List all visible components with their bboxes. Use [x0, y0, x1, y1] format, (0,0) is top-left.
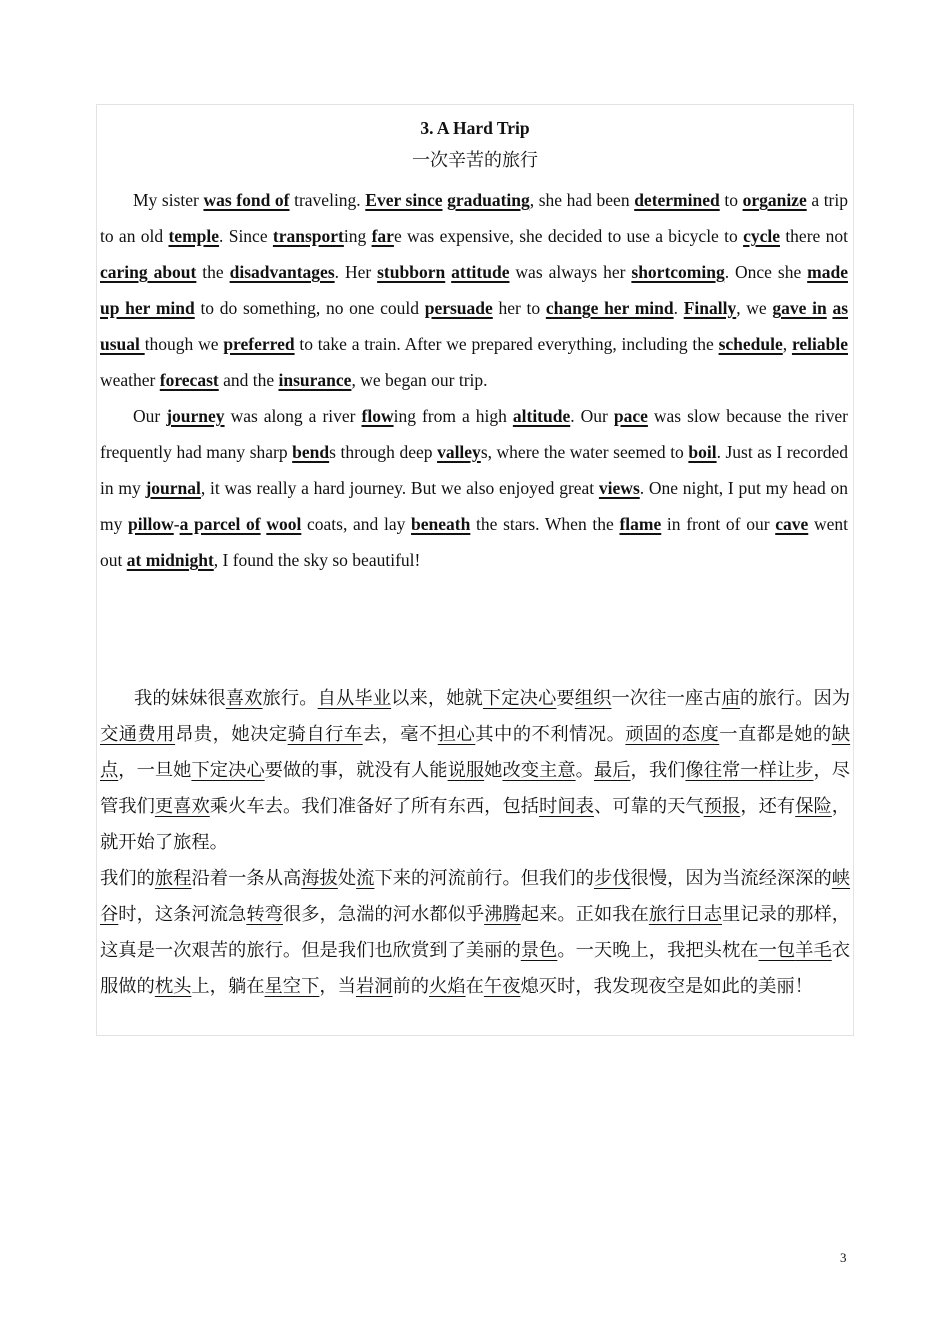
keyword: 自从: [317, 688, 355, 709]
text-run: 的旅行。因为: [740, 688, 851, 709]
text-run: 沿着一条从高: [191, 868, 302, 889]
text-run: 要做的事，就没有人能: [264, 760, 448, 781]
keyword: 骑自行车: [287, 724, 363, 745]
keyword: as usual: [100, 298, 848, 354]
keyword: 让步: [776, 760, 814, 781]
text-run: , we began our trip.: [351, 370, 488, 390]
text-run: ，我们: [630, 760, 686, 781]
keyword: reliable: [791, 334, 848, 354]
text-run: , I found the sky so beautiful!: [213, 550, 421, 570]
keyword: flame: [619, 514, 662, 534]
text-run: , it was really a hard journey. But we also enjoyed great: [200, 478, 599, 498]
text-run: 起来。正如我在: [520, 904, 649, 925]
text-run: 以来，她就: [391, 688, 483, 709]
keyword: beneath: [411, 514, 471, 534]
keyword: was fond of: [203, 190, 290, 210]
text-run: . Once she: [724, 262, 808, 282]
text-run: in front of our: [661, 514, 776, 534]
text-run: . Since: [219, 226, 273, 246]
text-run: 、可靠的天气: [593, 796, 704, 817]
keyword: stubborn: [377, 262, 446, 282]
keyword: cycle: [743, 226, 780, 246]
keyword: 枕头: [154, 976, 192, 997]
text-run: 处: [337, 868, 357, 889]
text-run: was slow because the river frequently had many sharp: [100, 406, 848, 462]
text-run: 熄灭时，我发现夜空是如此的美丽！: [520, 976, 813, 997]
keyword: 峡谷: [100, 868, 851, 925]
text-run: to do something, no one could: [194, 298, 425, 318]
text-run: 时，这条河流急: [118, 904, 247, 925]
text-run: coats, and lay: [301, 514, 412, 534]
text-run: 一次往一座古: [611, 688, 722, 709]
keyword: flow: [361, 406, 394, 426]
text-run: the: [196, 262, 230, 282]
keyword: 说服: [447, 760, 485, 781]
keyword: journal: [145, 478, 201, 498]
keyword: 改变主意: [502, 760, 576, 781]
text-run: , we: [736, 298, 773, 318]
text-run: s, where the water seemed to: [480, 442, 689, 462]
text-run: 很多，急湍的河水都似乎: [282, 904, 485, 925]
keyword: 旅行日志: [648, 904, 723, 925]
keyword: made up her mind: [100, 262, 848, 318]
keyword: disadvantages: [229, 262, 335, 282]
text-run: ，就开始了旅程。: [100, 796, 851, 853]
chinese-translation: [100, 681, 850, 1005]
text-run: e was expensive, she decided to use a bicycle to: [393, 226, 744, 246]
keyword: 时间表: [539, 796, 594, 817]
keyword: temple: [168, 226, 220, 246]
text-run: . Just as I recorded in my: [100, 442, 848, 498]
text-run: . Our: [570, 406, 614, 426]
keyword: transport: [272, 226, 344, 246]
text-run: Our: [133, 406, 167, 426]
text-run: there not: [780, 226, 848, 246]
text-run: was always her: [509, 262, 632, 282]
text-run: traveling.: [289, 190, 366, 210]
text-run: 下来的河流前行。但我们的: [374, 868, 594, 889]
keyword: 组织: [574, 688, 612, 709]
keyword: 像往常一样: [685, 760, 777, 781]
text-run: 一直都是她的: [719, 724, 832, 745]
keyword: 转弯: [246, 904, 283, 925]
english-paragraph-1: [100, 182, 848, 398]
text-run: went out: [100, 514, 848, 570]
text-run: ing: [343, 226, 372, 246]
keyword: caring about: [100, 262, 197, 282]
keyword: 庙: [721, 688, 741, 709]
keyword: 下定决心: [191, 760, 265, 781]
keyword: 步伐: [593, 868, 631, 889]
text-run: ，尽管我们: [100, 760, 851, 817]
keyword: 最后: [593, 760, 631, 781]
keyword: 旅程: [154, 868, 192, 889]
keyword: 毕业: [354, 688, 392, 709]
keyword: shortcoming: [631, 262, 725, 282]
english-paragraph-2: [100, 398, 848, 578]
text-run: and the: [218, 370, 279, 390]
keyword: 顽固的: [625, 724, 682, 745]
keyword: at midnight: [126, 550, 214, 570]
keyword: persuade: [424, 298, 493, 318]
keyword: determined: [634, 190, 720, 210]
text-run: ,: [782, 334, 792, 354]
keyword: 交通费用: [100, 724, 176, 745]
text-run: 其中的不利情况。: [475, 724, 626, 745]
keyword: graduating: [447, 190, 530, 210]
keyword: 火焰: [429, 976, 466, 997]
keyword: change her mind: [545, 298, 674, 318]
keyword: 保险: [795, 796, 832, 817]
chinese-paragraph-2: [100, 861, 850, 1005]
text-run: 上，躺在: [191, 976, 265, 997]
keyword: 态度: [681, 724, 720, 745]
keyword: preferred: [223, 334, 295, 354]
keyword: 更喜欢: [154, 796, 210, 817]
text-run: -: [173, 514, 180, 534]
text-run: 。一天晚上，我把头枕在: [557, 940, 759, 961]
text-run: s through deep: [329, 442, 438, 462]
english-passage: [100, 182, 848, 578]
keyword: views: [598, 478, 640, 498]
keyword: 羊毛: [795, 940, 832, 961]
page-title: 3. A Hard Trip: [420, 118, 530, 138]
text-run: a trip to an old: [100, 190, 848, 246]
text-run: the stars. When the: [470, 514, 620, 534]
text-run: My sister: [133, 190, 204, 210]
text-run: to take a train. After we prepared everything, including the: [294, 334, 719, 354]
text-run: 我的妹妹很: [134, 688, 226, 709]
keyword: 星空下: [264, 976, 320, 997]
text-run: 衣服做的: [100, 940, 851, 997]
text-run: 很慢，因为当流经深深的: [630, 868, 832, 889]
text-run: 要: [556, 688, 575, 709]
text-run: her to: [492, 298, 546, 318]
text-run: , she had been: [529, 190, 635, 210]
keyword: attitude: [451, 262, 510, 282]
text-run: 她: [484, 760, 503, 781]
text-run: .: [673, 298, 684, 318]
keyword: altitude: [512, 406, 571, 426]
keyword: 担心: [437, 724, 476, 745]
keyword: 一包: [758, 940, 796, 961]
keyword: journey: [166, 406, 225, 426]
keyword: organize: [742, 190, 807, 210]
keyword: far: [371, 226, 394, 246]
keyword: 缺点: [100, 724, 851, 781]
keyword: 流: [356, 868, 375, 889]
page-number: 3: [840, 1250, 847, 1265]
text-run: 。: [575, 760, 594, 781]
keyword: bend: [292, 442, 330, 462]
text-run: ing from a high: [393, 406, 513, 426]
keyword: 喜欢: [225, 688, 263, 709]
keyword: Finally: [683, 298, 737, 318]
keyword: Ever since: [365, 190, 443, 210]
text-run: 乘火车去。我们准备好了所有东西，包括: [209, 796, 540, 817]
text-run: ，还有: [740, 796, 796, 817]
text-run: was along a river: [224, 406, 362, 426]
keyword: valley: [437, 442, 481, 462]
text-run: 昂贵，她决定: [175, 724, 288, 745]
chinese-paragraph-1: [100, 681, 850, 861]
text-run: to: [719, 190, 743, 210]
keyword: cave: [775, 514, 809, 534]
text-run: 我们的: [100, 868, 155, 889]
keyword: forecast: [159, 370, 219, 390]
text-run: 前的: [392, 976, 430, 997]
text-run: . One night, I put my head on my: [100, 478, 848, 534]
keyword: gave in: [772, 298, 827, 318]
text-run: weather: [100, 370, 160, 390]
keyword: schedule: [718, 334, 783, 354]
keyword: insurance: [278, 370, 352, 390]
text-run: . Her: [334, 262, 378, 282]
keyword: 海拔: [301, 868, 338, 889]
keyword: 预报: [703, 796, 741, 817]
keyword: 景色: [520, 940, 558, 961]
keyword: a parcel of: [179, 514, 261, 534]
keyword: wool: [266, 514, 302, 534]
text-run: ，一旦她: [118, 760, 192, 781]
keyword: pace: [613, 406, 648, 426]
keyword: boil: [688, 442, 717, 462]
keyword: 午夜: [483, 976, 521, 997]
text-run: 里记录的那样，这真是一次艰苦的旅行。但是我们也欣赏到了美丽的: [100, 904, 851, 961]
chinese-subtitle: 一次辛苦的旅行: [412, 150, 538, 171]
text-run: 在: [465, 976, 484, 997]
text-run: 去，毫不: [362, 724, 438, 745]
text-run: though we: [144, 334, 224, 354]
keyword: 沸腾: [484, 904, 521, 925]
keyword: 岩洞: [355, 976, 393, 997]
text-run: ，当: [319, 976, 356, 997]
keyword: 下定决心: [482, 688, 557, 709]
keyword: pillow: [128, 514, 174, 534]
text-run: 旅行。: [262, 688, 318, 709]
